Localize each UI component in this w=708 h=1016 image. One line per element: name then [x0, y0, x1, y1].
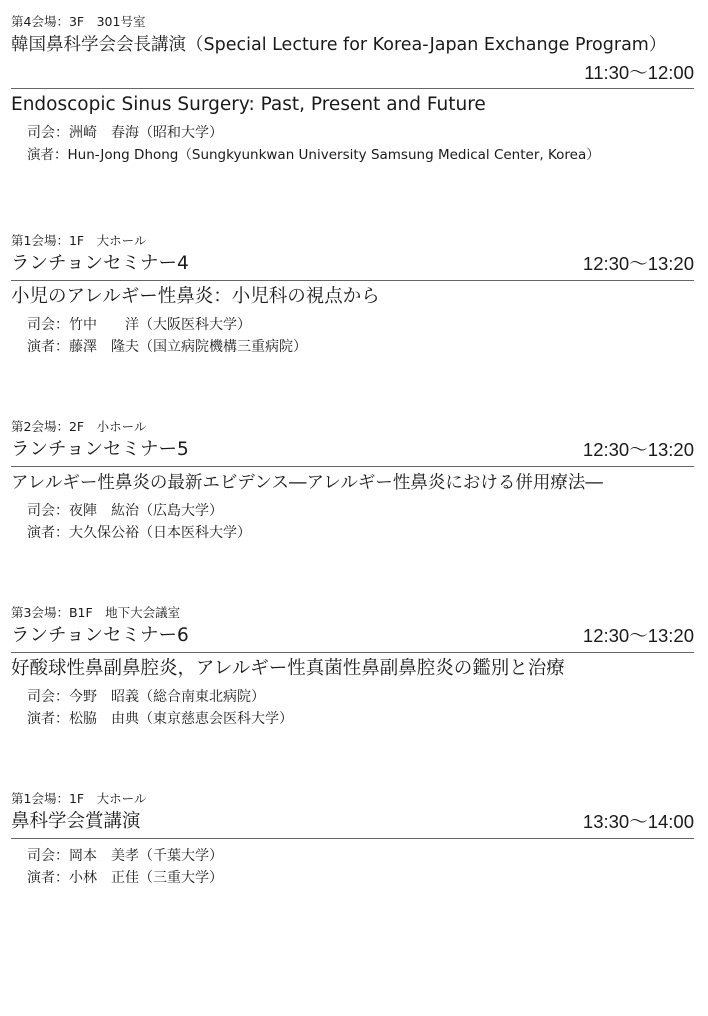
divider-line — [11, 88, 694, 89]
divider-line — [11, 652, 694, 653]
staff-list — [27, 686, 694, 730]
session-block — [11, 791, 694, 889]
venue-label: 第2会場：2F 小ホール — [11, 419, 147, 434]
speaker-line — [27, 144, 694, 166]
lecture-title: 小児のアレルギー性鼻炎：小児科の視点から — [11, 286, 380, 307]
speaker-text: 演者：Hun-Jong Dhong（Sungkyunkwan University Samsung Medical Center, Korea） — [27, 147, 600, 163]
session-title: ランチョンセミナー5 — [11, 439, 189, 460]
staff-list — [27, 500, 694, 544]
speaker-line — [27, 336, 694, 358]
session-block — [11, 14, 694, 166]
venue-label: 第1会場：1F 大ホール — [11, 791, 147, 806]
chair-text: 司会：今野 昭義（総合南東北病院） — [27, 689, 265, 705]
venue-label: 第3会場：B1F 地下大会議室 — [11, 605, 181, 620]
session-block — [11, 233, 694, 358]
session-title-row — [11, 252, 694, 276]
chair-text: 司会：岡本 美孝（千葉大学） — [27, 848, 223, 864]
lecture-title: アレルギー性鼻炎の最新エビデンス―アレルギー性鼻炎における併用療法― — [11, 473, 603, 493]
chair-line — [27, 122, 694, 144]
session-title: ランチョンセミナー4 — [11, 253, 189, 274]
chair-line — [27, 500, 694, 522]
chair-text: 司会：竹中 洋（大阪医科大学） — [27, 317, 251, 333]
speaker-line — [27, 708, 694, 730]
session-time-row — [11, 61, 694, 88]
session-time: 13:30～14:00 — [582, 811, 694, 832]
staff-list — [27, 122, 694, 166]
divider-line — [11, 280, 694, 281]
session-time: 12:30～13:20 — [582, 439, 694, 460]
staff-list — [27, 845, 694, 889]
session-time: 12:30～13:20 — [582, 625, 694, 646]
speaker-line — [27, 522, 694, 544]
divider-line — [11, 466, 694, 467]
speaker-text: 演者：小林 正佳（三重大学） — [27, 870, 223, 886]
chair-line — [27, 314, 694, 336]
session-title-row — [11, 624, 694, 648]
speaker-text: 演者：大久保公裕（日本医科大学） — [27, 525, 251, 541]
session-block — [11, 605, 694, 730]
session-title: 韓国鼻科学会会長講演（Special Lecture for Korea-Japan Exchange Program） — [11, 35, 667, 55]
chair-text: 司会：夜陣 紘治（広島大学） — [27, 503, 223, 519]
speaker-text: 演者：松脇 由典（東京慈恵会医科大学） — [27, 711, 293, 727]
venue-label: 第4会場：3F 301号室 — [11, 14, 146, 29]
lecture-title: 好酸球性鼻副鼻腔炎，アレルギー性真菌性鼻副鼻腔炎の鑑別と治療 — [11, 658, 565, 679]
chair-text: 司会：洲崎 春海（昭和大学） — [27, 125, 223, 141]
venue-label: 第1会場：1F 大ホール — [11, 233, 147, 248]
session-title: 鼻科学会賞講演 — [11, 811, 141, 832]
session-title: ランチョンセミナー6 — [11, 625, 189, 646]
session-time: 11:30～12:00 — [584, 62, 694, 83]
speaker-text: 演者：藤澤 隆夫（国立病院機構三重病院） — [27, 339, 307, 355]
session-title-row — [11, 438, 694, 462]
divider-line — [11, 838, 694, 839]
session-block — [11, 419, 694, 544]
chair-line — [27, 845, 694, 867]
speaker-line — [27, 867, 694, 889]
session-time: 12:30～13:20 — [582, 253, 694, 274]
lecture-title: Endoscopic Sinus Surgery: Past, Present and Future — [11, 94, 486, 115]
staff-list — [27, 314, 694, 358]
chair-line — [27, 686, 694, 708]
session-title-row — [11, 810, 694, 834]
session-title-row — [11, 33, 694, 57]
